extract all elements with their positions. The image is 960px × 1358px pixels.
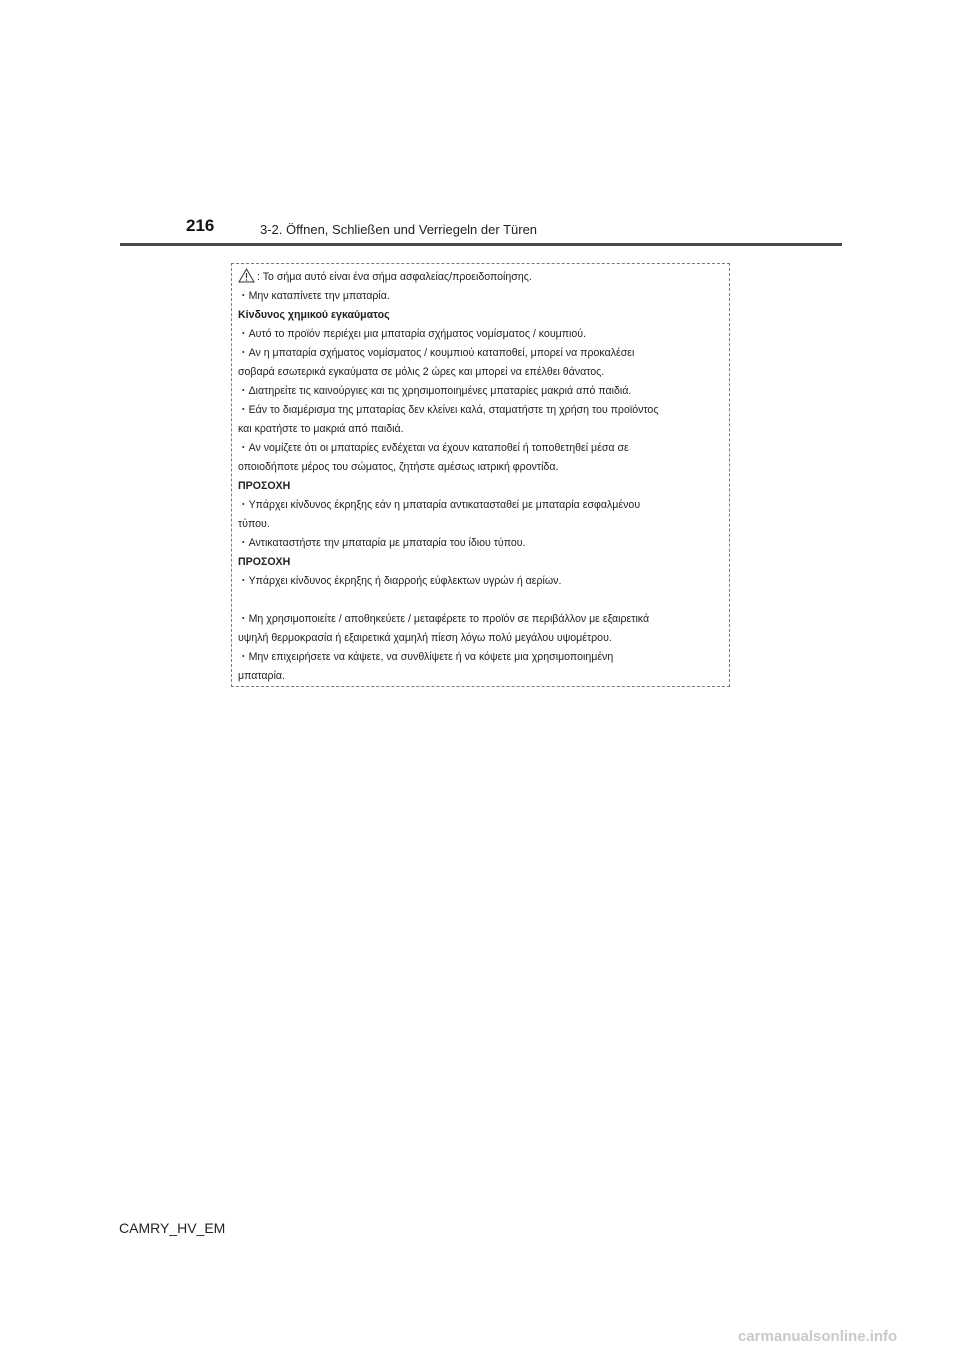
warning-text-line <box>238 667 725 686</box>
warning-text-line <box>238 401 725 420</box>
warning-line-text: ・Αντικαταστήστε την μπαταρία με μπαταρία του ίδιου τύπου. <box>238 537 526 549</box>
warning-text-line <box>238 534 725 553</box>
document-code: CAMRY_HV_EM <box>119 1220 226 1236</box>
warning-text-line <box>238 363 725 382</box>
page-number: 216 <box>186 216 215 235</box>
warning-line-text: ・Μην καταπίνετε την μπαταρία. <box>238 290 390 302</box>
warning-line-text: ・Αν νομίζετε ότι οι μπαταρίες ενδέχεται να έχουν καταποθεί ή τοποθετηθεί μέσα σε <box>238 442 629 454</box>
warning-text-line <box>238 648 725 667</box>
warning-line-text: σοβαρά εσωτερικά εγκαύματα σε μόλις 2 ώρες και μπορεί να επέλθει θάνατος. <box>238 366 605 378</box>
watermark: carmanualsonline.info <box>738 1328 898 1345</box>
warning-text-line <box>238 420 725 439</box>
warning-line-text: ・Διατηρείτε τις καινούργιες και τις χρησιμοποιημένες μπαταρίες μακριά από παιδιά. <box>238 385 632 397</box>
warning-line-text: ・Μη χρησιμοποιείτε / αποθηκεύετε / μεταφέρετε το προϊόν σε περιβάλλον με εξαιρετικά <box>238 613 650 625</box>
warning-line-text: ・Αυτό το προϊόν περιέχει μια μπαταρία σχήματος νομίσματος / κουμπιού. <box>238 328 587 340</box>
header-rule <box>120 243 842 246</box>
warning-heading <box>238 553 725 572</box>
warning-line-text: Κίνδυνος χημικού εγκαύματος <box>238 309 390 321</box>
warning-line-text: ・Μην επιχειρήσετε να κάψετε, να συνθλίψετε ή να κόψετε μια χρησιμοποιημένη <box>238 651 614 663</box>
warning-text-line <box>238 610 725 629</box>
warning-line-text: ・Υπάρχει κίνδυνος έκρηξης ή διαρροής εύφλεκτων υγρών ή αερίων. <box>238 575 562 587</box>
warning-line-text: υψηλή θερμοκρασία ή εξαιρετικά χαμηλή πίεση λόγω πολύ μεγάλου υψομέτρου. <box>238 632 612 644</box>
warning-text-line <box>238 515 725 534</box>
warning-text-line <box>238 268 725 287</box>
warning-line-text: και κρατήστε το μακριά από παιδιά. <box>238 423 404 435</box>
warning-text-line <box>238 344 725 363</box>
warning-line-text: : Το σήμα αυτό είναι ένα σήμα ασφαλείας/προειδοποίησης. <box>257 271 532 283</box>
warning-text-line <box>238 629 725 648</box>
warning-line-text: ・Υπάρχει κίνδυνος έκρηξης εάν η μπαταρία αντικατασταθεί με μπαταρία εσφαλμένου <box>238 499 641 511</box>
warning-text-line <box>238 287 725 306</box>
warning-text-line <box>238 496 725 515</box>
warning-lines <box>238 268 725 686</box>
warning-line-text: ΠΡΟΣΟΧΗ <box>238 480 291 492</box>
section-title: 3-2. Öffnen, Schließen und Verriegeln der Türen <box>260 222 538 237</box>
warning-heading <box>238 306 725 325</box>
warning-line-text: ΠΡΟΣΟΧΗ <box>238 556 291 568</box>
warning-text-line <box>238 458 725 477</box>
warning-heading <box>238 477 725 496</box>
warning-line-text: μπαταρία. <box>238 670 285 682</box>
warning-line-text: ・Αν η μπαταρία σχήματος νομίσματος / κουμπιού καταποθεί, μπορεί να προκαλέσει <box>238 347 635 359</box>
warning-line-text: οποιοδήποτε μέρος του σώματος, ζητήστε αμέσως ιατρική φροντίδα. <box>238 461 559 473</box>
warning-box <box>231 263 730 687</box>
warning-line-text: ・Εάν το διαμέρισμα της μπαταρίας δεν κλείνει καλά, σταματήστε τη χρήση του προϊόντος <box>238 404 659 416</box>
warning-text-line <box>238 572 725 591</box>
warning-text-line <box>238 325 725 344</box>
warning-text-line <box>238 591 725 610</box>
warning-line-text: τύπου. <box>238 518 270 530</box>
warning-text-line <box>238 382 725 401</box>
warning-text-line <box>238 439 725 458</box>
